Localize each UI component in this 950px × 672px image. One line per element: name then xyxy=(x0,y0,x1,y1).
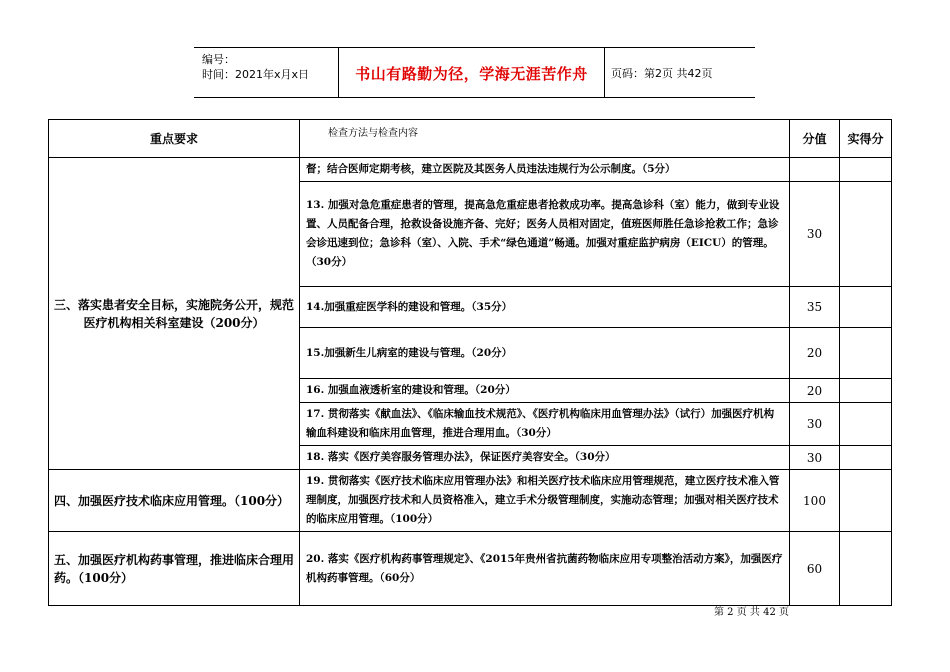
col-header-score: 分值 xyxy=(790,120,840,158)
number-label: 编号： xyxy=(202,53,235,66)
score-cell: 20 xyxy=(790,379,840,403)
content-cell: 14.加强重症医学科的建设和管理。（35分） xyxy=(300,287,790,328)
score-cell: 35 xyxy=(790,287,840,328)
actual-score-cell[interactable] xyxy=(840,158,892,182)
table-row xyxy=(49,158,892,182)
requirement-cell: 三、落实患者安全目标，实施院务公开，规范医疗机构相关科室建设（200分） xyxy=(49,158,300,470)
requirement-cell: 四、加强医疗技术临床应用管理。（100分） xyxy=(49,470,300,532)
content-cell: 15.加强新生儿病室的建设与管理。（20分） xyxy=(300,328,790,379)
actual-score-cell[interactable] xyxy=(840,446,892,470)
content-cell: 17. 贯彻落实《献血法》、《临床输血技术规范》、《医疗机构临床用血管理办法》（试行）加强医疗机构输血科建设和临床用血管理，推进合理用血。（30分） xyxy=(300,403,790,446)
actual-score-cell[interactable] xyxy=(840,379,892,403)
score-cell: 30 xyxy=(790,403,840,446)
content-cell: 13. 加强对急危重症患者的管理，提高急危重症患者抢救成功率。提高急诊科（室）能力，做到专业设置、人员配备合理，抢救设备设施齐备、完好；医务人员相对固定，值班医师胜任急诊抢救工作；急诊会诊迅速到位；急诊科（室）、入院、手术“绿色通道”畅通。加强对重症监护病房（EICU）的管理。（30分） xyxy=(300,182,790,287)
table-header-row xyxy=(49,120,892,158)
score-cell: 30 xyxy=(790,446,840,470)
header-meta xyxy=(202,52,309,82)
score-cell: 60 xyxy=(790,532,840,606)
score-cell: 30 xyxy=(790,182,840,287)
content-cell: 20. 落实《医疗机构药事管理规定》、《2015年贵州省抗菌药物临床应用专项整治活动方案》，加强医疗机构药事管理。（60分） xyxy=(300,532,790,606)
table-row xyxy=(49,470,892,532)
header-motto: 书山有路勤为径，学海无涯苦作舟 xyxy=(355,65,588,83)
requirement-cell: 五、加强医疗机构药事管理，推进临床合理用药。（100分） xyxy=(49,532,300,606)
content-cell: 18. 落实《医疗美容服务管理办法》，保证医疗美容安全。（30分） xyxy=(300,446,790,470)
header-page-info: 页码：第2页 共42页 xyxy=(611,67,713,80)
page-header xyxy=(194,47,755,98)
col-header-content: 检查方法与检查内容 xyxy=(300,120,790,158)
table-row xyxy=(49,532,892,606)
content-cell: 督；结合医师定期考核，建立医院及其医务人员违法违规行为公示制度。（5分） xyxy=(300,158,790,182)
score-cell: 100 xyxy=(790,470,840,532)
col-header-actual: 实得分 xyxy=(840,120,892,158)
score-cell xyxy=(790,158,840,182)
content-cell: 19. 贯彻落实《医疗技术临床应用管理办法》和相关医疗技术临床应用管理规范，建立医疗技术准入管理制度，加强医疗技术和人员资格准入，建立手术分级管理制度，实施动态管理；加强对相关医疗技术的临床应用管理。（100分） xyxy=(300,470,790,532)
col-header-requirement: 重点要求 xyxy=(49,120,300,158)
page-footer: 第 2 页 共 42 页 xyxy=(714,607,789,618)
inspection-table xyxy=(48,119,892,606)
score-cell: 20 xyxy=(790,328,840,379)
actual-score-cell[interactable] xyxy=(840,287,892,328)
time-label: 时间：2021年x月x日 xyxy=(202,68,310,81)
actual-score-cell[interactable] xyxy=(840,182,892,287)
actual-score-cell[interactable] xyxy=(840,328,892,379)
actual-score-cell[interactable] xyxy=(840,470,892,532)
actual-score-cell[interactable] xyxy=(840,532,892,606)
header-divider xyxy=(604,48,605,97)
actual-score-cell[interactable] xyxy=(840,403,892,446)
content-cell: 16. 加强血液透析室的建设和管理。（20分） xyxy=(300,379,790,403)
